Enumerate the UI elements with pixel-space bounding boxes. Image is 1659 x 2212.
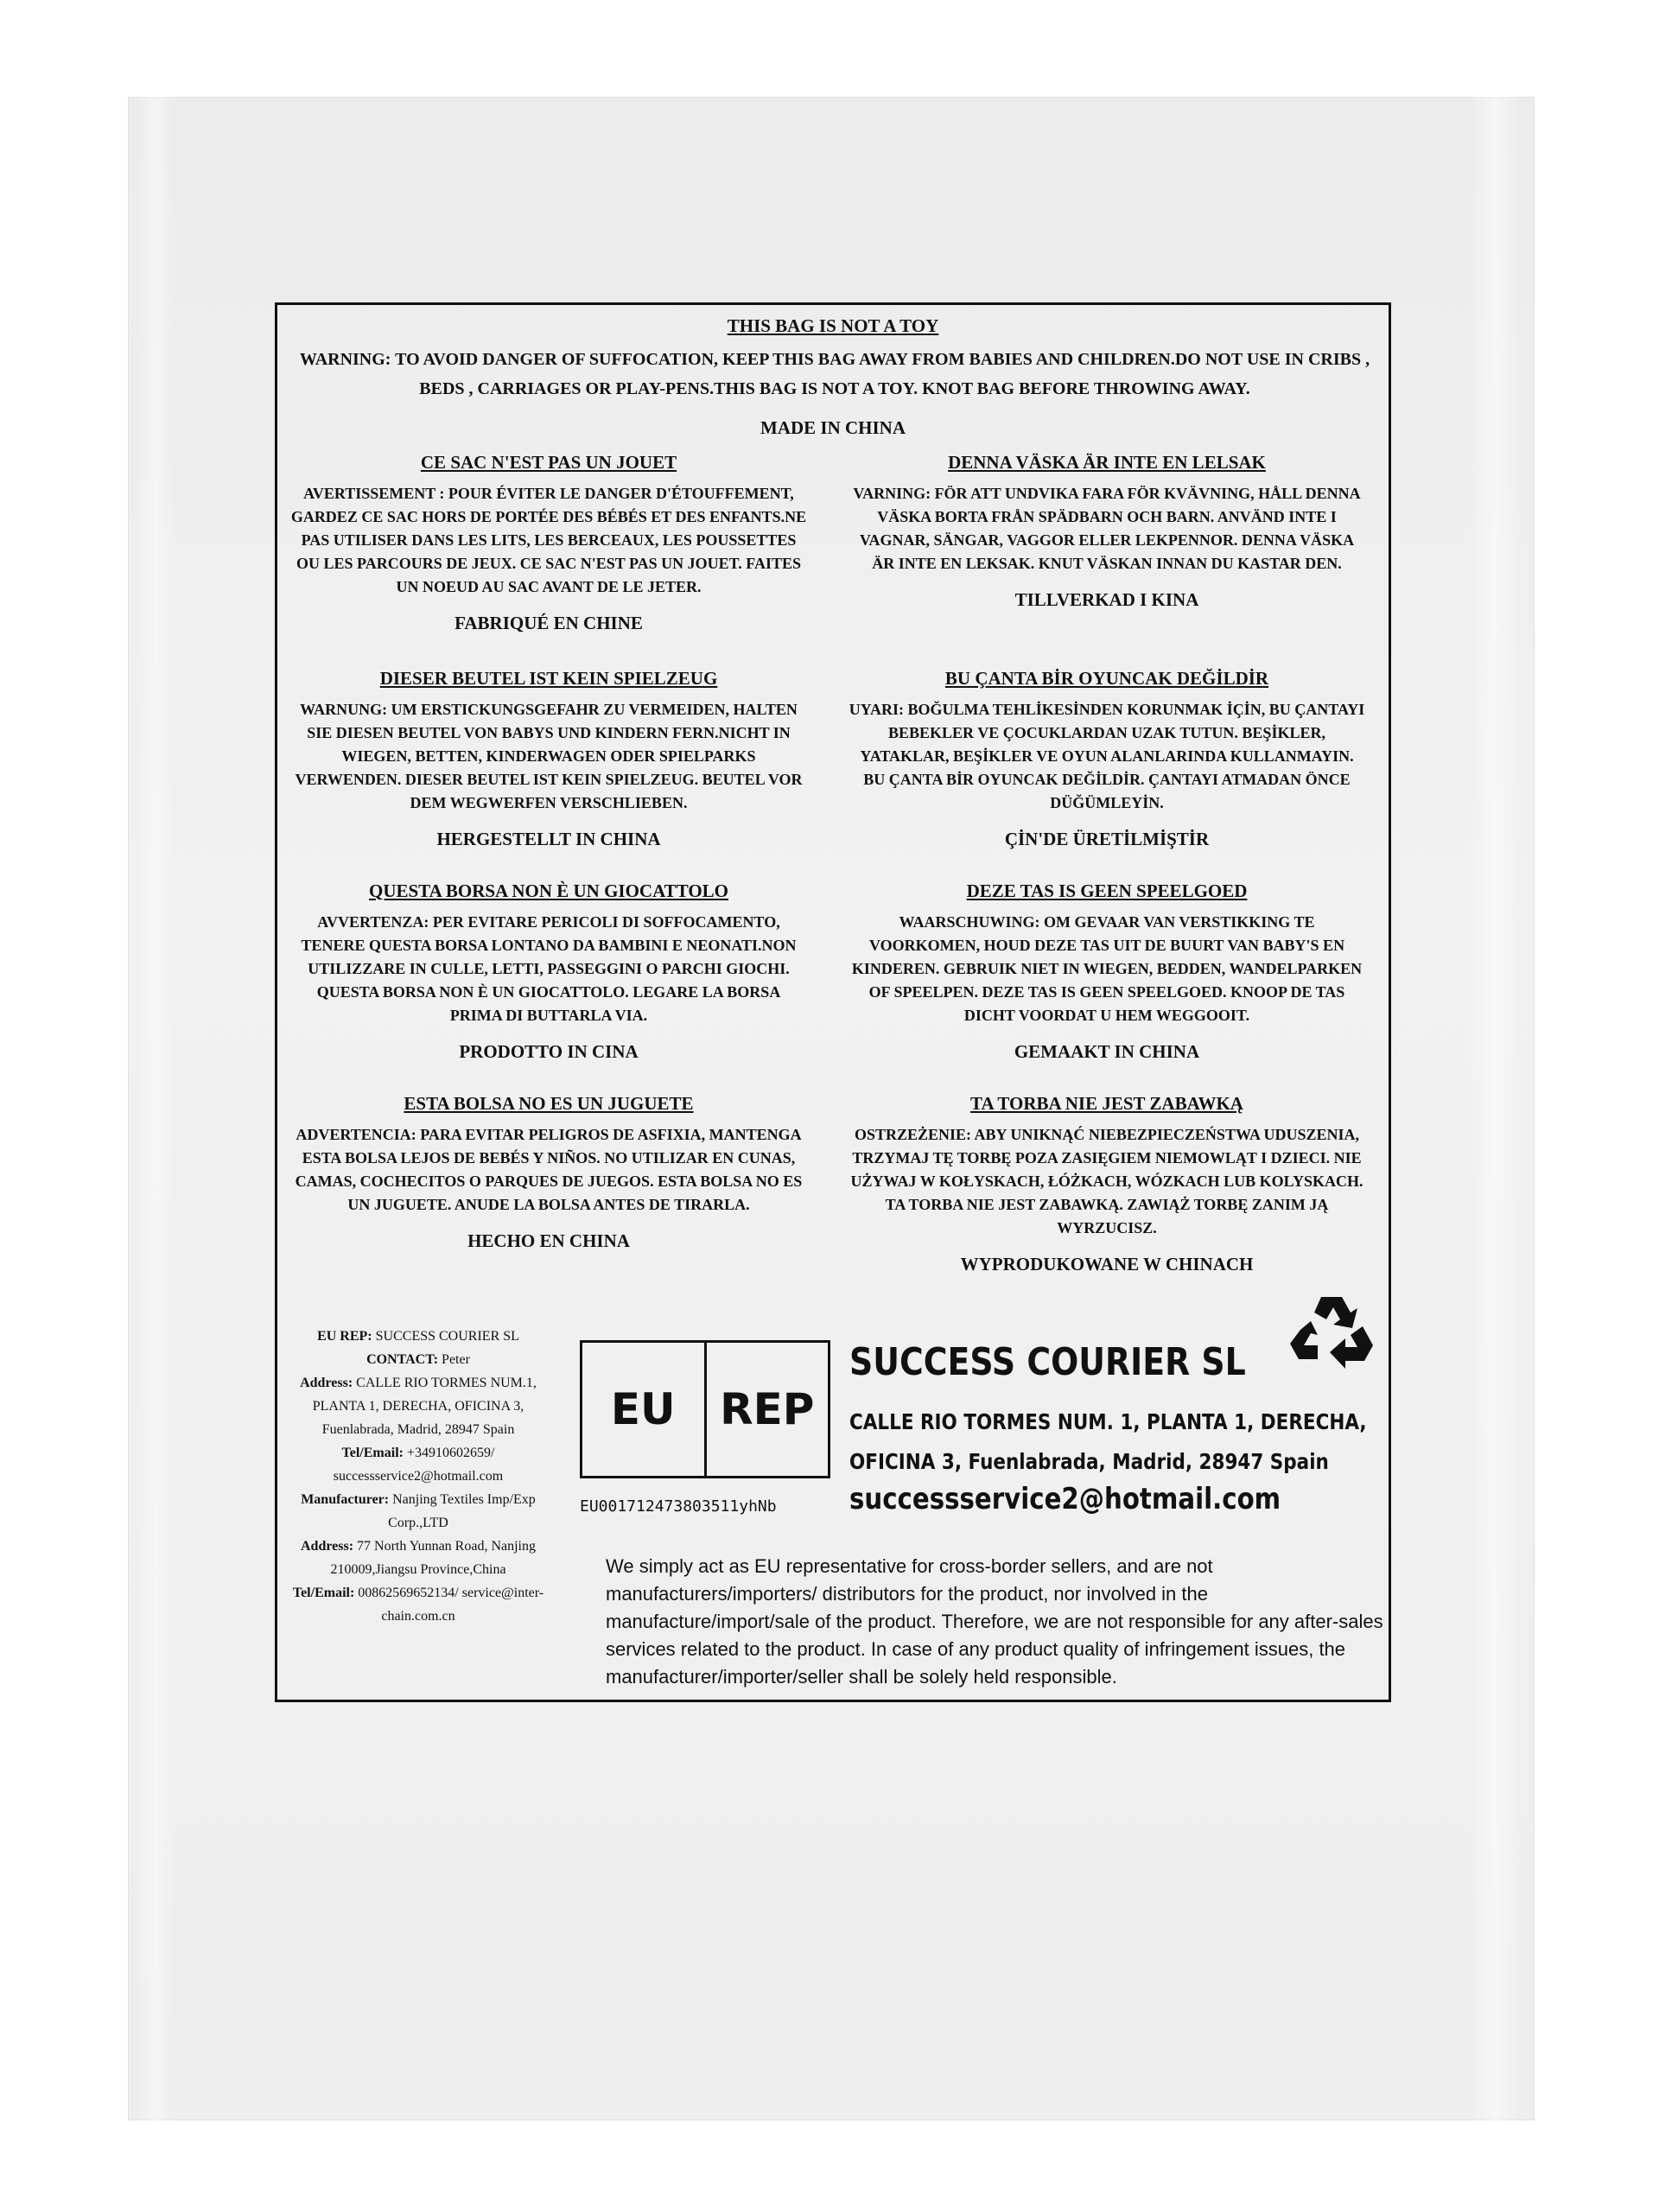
block-made: PRODOTTO IN CINA xyxy=(459,1041,639,1062)
address2-value: 77 North Yunnan Road, Nanjing 210009,Jiangsu Province,China xyxy=(330,1539,536,1577)
warning-label xyxy=(275,302,1391,1702)
block-text: AVERTISSEMENT : POUR ÉVITER LE DANGER D'ÉTOUFFEMENT, GARDEZ CE SAC HORS DE PORTÉE DES BÉBÉS ET DES ENFANTS.NE PAS UTILISER DANS LES LITS, LES BERCEAUX, LES POUSSETTES OU LES PARCOURS DE JEUX. CE SAC N'EST PAS UN JOUET. FAITES UN NOEUD AU SAC AVANT DE LE JETER. xyxy=(290,485,807,595)
block-text: AVVERTENZA: PER EVITARE PERICOLI DI SOFFOCAMENTO, TENERE QUESTA BORSA LONTANO DA BAMBINI E NEONATI.NON UTILIZZARE IN CULLE, LETTI, PASSEGGINI O PARCHI GIOCHI. QUESTA BORSA NON È UN GIOCATTOLO. LEGARE LA BORSA PRIMA DI BUTTARLA VIA. xyxy=(301,913,797,1024)
warning-english: WARNING: TO AVOID DANGER OF SUFFOCATION, KEEP THIS BAG AWAY FROM BABIES AND CHILDREN.DO NOT USE IN CRIBS , BEDS , CARRIAGES OR PLAY-PENS.THIS BAG IS NOT A TOY. KNOT BAG BEFORE THROWING AWAY. xyxy=(299,350,1370,398)
block-made: TILLVERKAD I KINA xyxy=(1014,589,1199,610)
block-made: ÇİN'DE ÜRETİLMİŞTİR xyxy=(1004,829,1210,849)
tel-label: Tel/Email: xyxy=(341,1446,404,1460)
eu-text: EU xyxy=(610,1384,676,1434)
contact-value: Peter xyxy=(438,1352,470,1367)
block-made: FABRIQUÉ EN CHINE xyxy=(454,613,643,633)
company-name: SUCCESS COURIER SL xyxy=(849,1340,1246,1384)
recycle-icon xyxy=(1288,1290,1375,1373)
address-value: CALLE RIO TORMES NUM.1, PLANTA 1, DERECHA, OFICINA 3, Fuenlabrada, Madrid, 28947 Spain xyxy=(312,1376,537,1437)
block-made: HERGESTELLT IN CHINA xyxy=(436,829,661,849)
block-dutch xyxy=(848,880,1366,1063)
company-address: CALLE RIO TORMES NUM. 1, PLANTA 1, DERECHA, OFICINA 3, Fuenlabrada, Madrid, 28947 Spain xyxy=(849,1409,1367,1474)
manufacturer-label: Manufacturer: xyxy=(301,1492,390,1507)
contact-label: CONTACT: xyxy=(366,1352,439,1367)
block-french xyxy=(289,452,808,634)
contact-details xyxy=(284,1325,552,1628)
block-made: GEMAAKT IN CHINA xyxy=(1014,1041,1200,1062)
manufacturer-value: Nanjing Textiles Imp/Exp Corp.,LTD xyxy=(388,1492,536,1530)
block-german xyxy=(289,668,808,850)
made-in-china-english: MADE IN CHINA xyxy=(760,417,906,438)
tel2-label: Tel/Email: xyxy=(292,1586,355,1600)
block-title: TA TORBA NIE JEST ZABAWKĄ xyxy=(970,1093,1243,1114)
block-turkish xyxy=(848,668,1366,850)
rep-text: REP xyxy=(720,1384,815,1434)
block-text: WARNUNG: UM ERSTICKUNGSGEFAHR ZU VERMEIDEN, HALTEN SIE DIESEN BEUTEL VON BABYS UND KINDERN FERN.NICHT IN WIEGEN, BETTEN, KINDERWAGEN ODER SPIELPARKS VERWENDEN. DIESER BEUTEL IST KEIN SPIELZEUG. BEUTEL VOR DEM WEGWERFEN VERSCHLIEBEN. xyxy=(295,701,803,811)
block-italian xyxy=(289,880,808,1063)
block-title: CE SAC N'EST PAS UN JOUET xyxy=(420,452,677,473)
bag-sheen xyxy=(1469,97,1521,2120)
block-polish xyxy=(848,1093,1366,1275)
eu-rep-box xyxy=(580,1340,830,1478)
block-title: QUESTA BORSA NON È UN GIOCATTOLO xyxy=(368,880,728,901)
block-title: DEZE TAS IS GEEN SPEELGOED xyxy=(966,880,1248,901)
tel2-value: 00862569652134/ service@inter-chain.com.cn xyxy=(354,1586,544,1624)
block-text: OSTRZEŻENIE: ABY UNIKNĄĆ NIEBEZPIECZEŃSTWA UDUSZENIA, TRZYMAJ TĘ TORBĘ POZA ZASIĘGIEM NIEMOWLĄT I DZIECI. NIE UŻYWAJ W KOŁYSKACH, ŁÓŻKACH, WÓZKACH LUB KOLYSKACH. TA TORBA NIE JEST ZABAWKĄ. ZAWIĄŻ TORBĘ ZANIM JĄ WYRZUCISZ. xyxy=(850,1126,1363,1236)
tel-value: +34910602659/ successservice2@hotmail.com xyxy=(333,1446,504,1484)
address2-label: Address: xyxy=(301,1539,354,1554)
block-text: ADVERTENCIA: PARA EVITAR PELIGROS DE ASFIXIA, MANTENGA ESTA BOLSA LEJOS DE BEBÉS Y NIÑOS. NO UTILIZAR EN CUNAS, CAMAS, COCHECITOS O PARQUES DE JUEGOS. ESTA BOLSA NO ES UN JUGUETE. ANUDE LA BOLSA ANTES DE TIRARLA. xyxy=(295,1126,803,1213)
block-spanish xyxy=(289,1093,808,1252)
block-text: VARNING: FÖR ATT UNDVIKA FARA FÖR KVÄVNING, HÅLL DENNA VÄSKA BORTA FRÅN SPÄDBARN OCH BARN. ANVÄND INTE I VAGNAR, SÄNGAR, VAGGOR ELLER LEKPENNOR. DENNA VÄSKA ÄR INTE EN LEKSAK. KNUT VÄSKAN INNAN DU KASTAR DEN. xyxy=(853,485,1361,572)
block-title: DENNA VÄSKA ÄR INTE EN LELSAK xyxy=(948,452,1266,473)
block-text: UYARI: BOĞULMA TEHLİKESİNDEN KORUNMAK İÇİN, BU ÇANTAYI BEBEKLER VE ÇOCUKLARDAN UZAK TUTUN. BEŞİKLER, YATAKLAR, BEŞİKLER VE OYUN ALANLARINDA KULLANMAYIN. BU ÇANTA BİR OYUNCAK DEĞİLDİR. ÇANTAYI ATMADAN ÖNCE DÜĞÜMLEYİN. xyxy=(849,701,1365,811)
block-title: DIESER BEUTEL IST KEIN SPIELZEUG xyxy=(379,668,718,689)
disclaimer-text: We simply act as EU representative for cross-border sellers, and are not manufacturers/importers/ distributors for the product, nor involved in the manufacture/import/sale of the product. Therefore, we are not responsible for any after-sales services related to the product. In case of any product quality of infringement issues, the manufacturer/importer/seller shall be solely held responsible. xyxy=(606,1555,1383,1688)
eu-rep-value: SUCCESS COURIER SL xyxy=(372,1329,519,1344)
eu-rep-code: EU001712473803511yhNb xyxy=(580,1497,777,1516)
eu-rep-label: EU REP: xyxy=(317,1329,372,1344)
block-made: HECHO EN CHINA xyxy=(467,1230,630,1251)
bag-sheen xyxy=(138,97,173,2120)
block-title: BU ÇANTA BİR OYUNCAK DEĞİLDİR xyxy=(944,668,1269,689)
block-made: WYPRODUKOWANE W CHINACH xyxy=(960,1254,1254,1274)
address-label: Address: xyxy=(300,1376,353,1390)
block-swedish xyxy=(848,452,1366,611)
block-text: WAARSCHUWING: OM GEVAAR VAN VERSTIKKING TE VOORKOMEN, HOUD DEZE TAS UIT DE BUURT VAN BABY'S EN KINDEREN. GEBRUIK NIET IN WIEGEN, BEDDEN, WANDELPARKEN OF SPEELPEN. DEZE TAS IS GEEN SPEELGOED. KNOOP DE TAS DICHT VOORDAT U HEM WEGGOOIT. xyxy=(851,913,1363,1024)
block-title: ESTA BOLSA NO ES UN JUGUETE xyxy=(404,1093,694,1114)
label-title: THIS BAG IS NOT A TOY xyxy=(727,315,939,336)
company-email: successservice2@hotmail.com xyxy=(849,1482,1281,1516)
